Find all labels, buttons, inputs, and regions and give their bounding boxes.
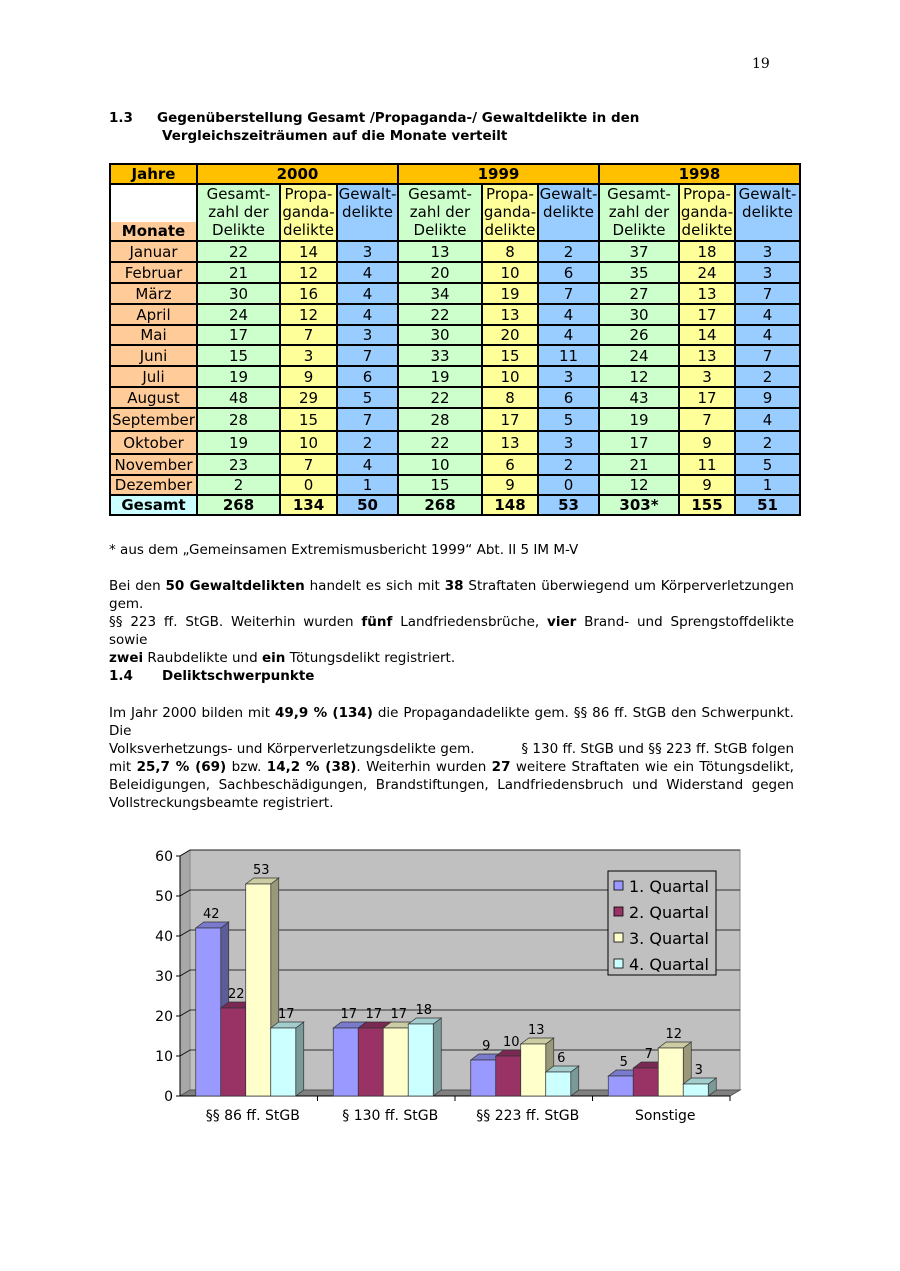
- value-cell: 29: [280, 387, 337, 408]
- value-cell: 11: [679, 454, 735, 475]
- col-header-text: Gesamt-: [408, 185, 472, 203]
- total-cell: 134: [280, 495, 337, 515]
- bar: [271, 1028, 296, 1096]
- bar-value-label: 17: [365, 1007, 383, 1022]
- col-header-text: Delikte: [413, 221, 467, 239]
- y-tick-label: 10: [155, 1049, 173, 1065]
- value-cell: 13: [679, 345, 735, 366]
- paragraph-focus: [109, 704, 794, 812]
- value-cell: 14: [280, 241, 337, 262]
- month-cell: Dezember: [110, 475, 197, 495]
- table-corner-months: [110, 184, 197, 241]
- section-number: 1.3: [109, 110, 133, 126]
- legend-swatch: [614, 933, 623, 942]
- value-cell: 43: [599, 387, 679, 408]
- value-cell: 4: [337, 304, 398, 325]
- col-header-propaganda-1998: [679, 184, 735, 241]
- col-header-text: ganda-: [282, 203, 335, 221]
- value-cell: 13: [679, 283, 735, 304]
- value-cell: 7: [735, 283, 800, 304]
- value-cell: 3: [337, 325, 398, 345]
- value-cell: 17: [679, 387, 735, 408]
- page-number: 19: [752, 56, 770, 72]
- value-cell: 0: [280, 475, 337, 495]
- offense-table: [109, 163, 801, 516]
- value-cell: 10: [398, 454, 482, 475]
- bar: [221, 1008, 246, 1096]
- value-cell: 20: [482, 325, 538, 345]
- bar: [633, 1068, 658, 1096]
- y-tick-label: 0: [164, 1089, 173, 1105]
- value-cell: 10: [482, 262, 538, 283]
- value-cell: 4: [337, 262, 398, 283]
- value-cell: 3: [337, 241, 398, 262]
- col-header-text: Gesamt-: [607, 185, 671, 203]
- col-header-text: delikte: [681, 221, 733, 239]
- value-cell: 7: [337, 408, 398, 431]
- value-cell: 13: [482, 431, 538, 454]
- total-cell: 50: [337, 495, 398, 515]
- x-tick-label: § 130 ff. StGB: [342, 1108, 439, 1124]
- value-cell: 28: [398, 408, 482, 431]
- y-tick-label: 40: [155, 929, 173, 945]
- value-cell: 3: [280, 345, 337, 366]
- value-cell: 33: [398, 345, 482, 366]
- value-cell: 22: [398, 304, 482, 325]
- month-cell: Oktober: [110, 431, 197, 454]
- value-cell: 9: [735, 387, 800, 408]
- table-row: [110, 304, 800, 325]
- value-cell: 48: [197, 387, 280, 408]
- value-cell: 2: [337, 431, 398, 454]
- col-header-text: Delikte: [612, 221, 666, 239]
- value-cell: 19: [197, 366, 280, 387]
- bar-value-label: 17: [390, 1007, 408, 1022]
- bar-value-label: 9: [482, 1039, 491, 1054]
- value-cell: 17: [197, 325, 280, 345]
- value-cell: 21: [599, 454, 679, 475]
- para2-line1: Im Jahr 2000 bilden mit 49,9 % (134) die Propagandadelikte gem. §§ 86 ff. StGB den Schwerpunkt. Die: [109, 705, 794, 739]
- y-tick-label: 60: [155, 849, 173, 865]
- table-total-row: [110, 495, 800, 515]
- value-cell: 2: [197, 475, 280, 495]
- paragraph-violence: [109, 577, 794, 667]
- value-cell: 16: [280, 283, 337, 304]
- bar: [471, 1060, 496, 1096]
- para1-line1: Bei den 50 Gewaltdelikten handelt es sich mit 38 Straftaten überwiegend um Körperverletzungen gem.: [109, 578, 794, 612]
- col-header-propaganda-2000: [280, 184, 337, 241]
- footnote: * aus dem „Gemeinsamen Extremismusbericht 1999“ Abt. II 5 IM M-V: [109, 542, 579, 558]
- value-cell: 12: [599, 366, 679, 387]
- bar-value-label: 18: [415, 1003, 433, 1018]
- value-cell: 15: [398, 475, 482, 495]
- month-cell: Juli: [110, 366, 197, 387]
- bar-value-label: 12: [665, 1027, 683, 1042]
- bar-value-label: 13: [527, 1023, 545, 1038]
- value-cell: 7: [735, 345, 800, 366]
- value-cell: 13: [398, 241, 482, 262]
- bar-side: [296, 1022, 304, 1096]
- value-cell: 30: [398, 325, 482, 345]
- table-row: [110, 262, 800, 283]
- year-header-1999: 1999: [398, 164, 599, 184]
- legend-swatch: [614, 959, 623, 968]
- bar-value-label: 7: [644, 1047, 653, 1062]
- col-header-text: Delikte: [212, 221, 265, 239]
- col-header-text: Gesamt-: [206, 185, 271, 203]
- value-cell: 1: [337, 475, 398, 495]
- col-header-gewalt-1998: [735, 184, 800, 241]
- value-cell: 12: [599, 475, 679, 495]
- bar: [521, 1044, 546, 1096]
- value-cell: 7: [280, 454, 337, 475]
- value-cell: 20: [398, 262, 482, 283]
- total-cell: 53: [538, 495, 599, 515]
- value-cell: 9: [679, 475, 735, 495]
- value-cell: 23: [197, 454, 280, 475]
- bar-value-label: 10: [502, 1035, 520, 1050]
- bar-value-label: 6: [557, 1051, 566, 1066]
- value-cell: 5: [735, 454, 800, 475]
- value-cell: 14: [679, 325, 735, 345]
- value-cell: 19: [599, 408, 679, 431]
- bar: [246, 884, 271, 1096]
- para2-line4: Beleidigungen, Sachbeschädigungen, Brandstiftungen, Landfriedensbruch und Widerstand gegen: [109, 777, 794, 793]
- col-header-gewalt-2000: [337, 184, 398, 241]
- value-cell: 8: [482, 387, 538, 408]
- value-cell: 4: [337, 454, 398, 475]
- value-cell: 17: [482, 408, 538, 431]
- col-header-text: Gewalt-: [539, 185, 598, 203]
- year-header-1998: 1998: [599, 164, 800, 184]
- value-cell: 3: [735, 241, 800, 262]
- value-cell: 34: [398, 283, 482, 304]
- value-cell: 22: [197, 241, 280, 262]
- value-cell: 6: [482, 454, 538, 475]
- legend-label: 2. Quartal: [629, 903, 709, 922]
- value-cell: 3: [679, 366, 735, 387]
- x-tick-label: Sonstige: [635, 1108, 696, 1124]
- value-cell: 7: [679, 408, 735, 431]
- value-cell: 2: [538, 454, 599, 475]
- table-row: [110, 431, 800, 454]
- value-cell: 6: [538, 262, 599, 283]
- value-cell: 6: [538, 387, 599, 408]
- value-cell: 35: [599, 262, 679, 283]
- x-tick-label: §§ 223 ff. StGB: [476, 1108, 580, 1124]
- month-cell: Mai: [110, 325, 197, 345]
- value-cell: 10: [482, 366, 538, 387]
- bar-value-label: 22: [227, 987, 245, 1002]
- table-row: [110, 283, 800, 304]
- bar: [196, 928, 221, 1096]
- total-cell: 148: [482, 495, 538, 515]
- legend-label: 3. Quartal: [629, 929, 709, 948]
- value-cell: 9: [679, 431, 735, 454]
- value-cell: 8: [482, 241, 538, 262]
- value-cell: 4: [735, 304, 800, 325]
- table-row: [110, 241, 800, 262]
- value-cell: 3: [735, 262, 800, 283]
- month-cell: August: [110, 387, 197, 408]
- value-cell: 12: [280, 262, 337, 283]
- month-cell: September: [110, 408, 197, 431]
- value-cell: 4: [337, 283, 398, 304]
- value-cell: 4: [538, 325, 599, 345]
- value-cell: 2: [735, 366, 800, 387]
- y-tick-label: 50: [155, 889, 173, 905]
- value-cell: 7: [280, 325, 337, 345]
- col-header-text: delikte: [742, 203, 793, 221]
- value-cell: 9: [482, 475, 538, 495]
- bar: [546, 1072, 571, 1096]
- col-header-gesamt-1999: [398, 184, 482, 241]
- months-label: Monate: [111, 222, 196, 240]
- x-tick-label: §§ 86 ff. StGB: [205, 1108, 300, 1124]
- total-cell: 268: [398, 495, 482, 515]
- col-header-gesamt-1998: [599, 184, 679, 241]
- section-title-line2: Vergleichszeiträumen auf die Monate verteilt: [162, 128, 508, 144]
- table-row: [110, 345, 800, 366]
- legend-swatch: [614, 881, 623, 890]
- bar: [383, 1028, 408, 1096]
- para2-line3: mit 25,7 % (69) bzw. 14,2 % (38). Weiterhin wurden 27 weitere Straftaten wie ein Tötungsdelikt,: [109, 759, 794, 775]
- legend-swatch: [614, 907, 623, 916]
- value-cell: 30: [599, 304, 679, 325]
- para2-line2: Volksverhetzungs- und Körperverletzungsdelikte gem. § 130 ff. StGB und §§ 223 ff. StGB folgen: [109, 741, 794, 757]
- value-cell: 2: [538, 241, 599, 262]
- bar-value-label: 53: [252, 863, 270, 878]
- bar: [683, 1084, 708, 1096]
- value-cell: 12: [280, 304, 337, 325]
- total-label: Gesamt: [110, 495, 197, 515]
- month-cell: April: [110, 304, 197, 325]
- bar-value-label: 5: [619, 1055, 628, 1070]
- value-cell: 3: [538, 366, 599, 387]
- value-cell: 17: [679, 304, 735, 325]
- table-row: [110, 366, 800, 387]
- value-cell: 7: [538, 283, 599, 304]
- col-header-text: zahl der: [608, 203, 670, 221]
- year-header-2000: 2000: [197, 164, 398, 184]
- section-heading-1-3: [109, 110, 809, 150]
- table-row: [110, 475, 800, 495]
- value-cell: 5: [337, 387, 398, 408]
- col-header-gesamt-2000: [197, 184, 280, 241]
- total-cell: 268: [197, 495, 280, 515]
- total-cell: 51: [735, 495, 800, 515]
- bar-value-label: 42: [202, 907, 220, 922]
- bar: [658, 1048, 683, 1096]
- value-cell: 26: [599, 325, 679, 345]
- table-row: [110, 387, 800, 408]
- col-header-text: Propa-: [683, 185, 731, 203]
- value-cell: 19: [197, 431, 280, 454]
- table-row: [110, 454, 800, 475]
- value-cell: 1: [735, 475, 800, 495]
- value-cell: 5: [538, 408, 599, 431]
- value-cell: 7: [337, 345, 398, 366]
- col-header-text: Gewalt-: [738, 185, 797, 203]
- bar: [333, 1028, 358, 1096]
- value-cell: 0: [538, 475, 599, 495]
- value-cell: 24: [197, 304, 280, 325]
- value-cell: 6: [337, 366, 398, 387]
- value-cell: 11: [538, 345, 599, 366]
- col-header-text: zahl der: [409, 203, 471, 221]
- value-cell: 24: [599, 345, 679, 366]
- value-cell: 22: [398, 431, 482, 454]
- col-header-text: zahl der: [208, 203, 269, 221]
- value-cell: 21: [197, 262, 280, 283]
- value-cell: 15: [280, 408, 337, 431]
- quarterly-offense-chart: [140, 840, 760, 1140]
- value-cell: 15: [197, 345, 280, 366]
- para1-line3: zwei Raubdelikte und ein Tötungsdelikt registriert.: [109, 650, 456, 666]
- value-cell: 17: [599, 431, 679, 454]
- section-title-line1: Gegenüberstellung Gesamt /Propaganda-/ Gewaltdelikte in den: [157, 110, 640, 126]
- col-header-text: delikte: [342, 203, 393, 221]
- bar: [358, 1028, 383, 1096]
- value-cell: 27: [599, 283, 679, 304]
- para1-line2: §§ 223 ff. StGB. Weiterhin wurden fünf Landfriedensbrüche, vier Brand- und Sprengstoffdelikte sowie: [109, 614, 794, 648]
- value-cell: 18: [679, 241, 735, 262]
- month-cell: März: [110, 283, 197, 304]
- value-cell: 22: [398, 387, 482, 408]
- value-cell: 2: [735, 431, 800, 454]
- section-title: Deliktschwerpunkte: [162, 668, 315, 684]
- bar: [408, 1024, 433, 1096]
- value-cell: 28: [197, 408, 280, 431]
- value-cell: 4: [735, 408, 800, 431]
- month-cell: November: [110, 454, 197, 475]
- value-cell: 37: [599, 241, 679, 262]
- value-cell: 4: [538, 304, 599, 325]
- bar: [608, 1076, 633, 1096]
- month-cell: Februar: [110, 262, 197, 283]
- table-row: [110, 408, 800, 431]
- total-cell: 303*: [599, 495, 679, 515]
- table-corner-years: Jahre: [110, 164, 197, 184]
- value-cell: 13: [482, 304, 538, 325]
- value-cell: 15: [482, 345, 538, 366]
- value-cell: 19: [482, 283, 538, 304]
- section-number: 1.4: [109, 668, 133, 684]
- table-row: [110, 325, 800, 345]
- month-cell: Juni: [110, 345, 197, 366]
- legend-label: 1. Quartal: [629, 877, 709, 896]
- legend-label: 4. Quartal: [629, 955, 709, 974]
- col-header-text: delikte: [484, 221, 536, 239]
- col-header-gewalt-1999: [538, 184, 599, 241]
- col-header-text: delikte: [283, 221, 334, 239]
- bar-value-label: 3: [694, 1063, 703, 1078]
- value-cell: 3: [538, 431, 599, 454]
- total-cell: 155: [679, 495, 735, 515]
- y-tick-label: 20: [155, 1009, 173, 1025]
- section-heading-1-4: [109, 668, 509, 688]
- col-header-text: Propa-: [284, 185, 333, 203]
- month-cell: Januar: [110, 241, 197, 262]
- y-tick-label: 30: [155, 969, 173, 985]
- bar-value-label: 17: [277, 1007, 295, 1022]
- value-cell: 4: [735, 325, 800, 345]
- value-cell: 10: [280, 431, 337, 454]
- col-header-text: ganda-: [680, 203, 734, 221]
- col-header-text: delikte: [543, 203, 594, 221]
- bar: [496, 1056, 521, 1096]
- col-header-text: Gewalt-: [338, 185, 397, 203]
- value-cell: 19: [398, 366, 482, 387]
- bar-side: [433, 1018, 441, 1096]
- para2-line5: Vollstreckungsbeamte registriert.: [109, 795, 334, 811]
- value-cell: 24: [679, 262, 735, 283]
- col-header-text: ganda-: [483, 203, 537, 221]
- value-cell: 30: [197, 283, 280, 304]
- col-header-text: Propa-: [486, 185, 534, 203]
- value-cell: 9: [280, 366, 337, 387]
- col-header-propaganda-1999: [482, 184, 538, 241]
- bar-value-label: 17: [340, 1007, 358, 1022]
